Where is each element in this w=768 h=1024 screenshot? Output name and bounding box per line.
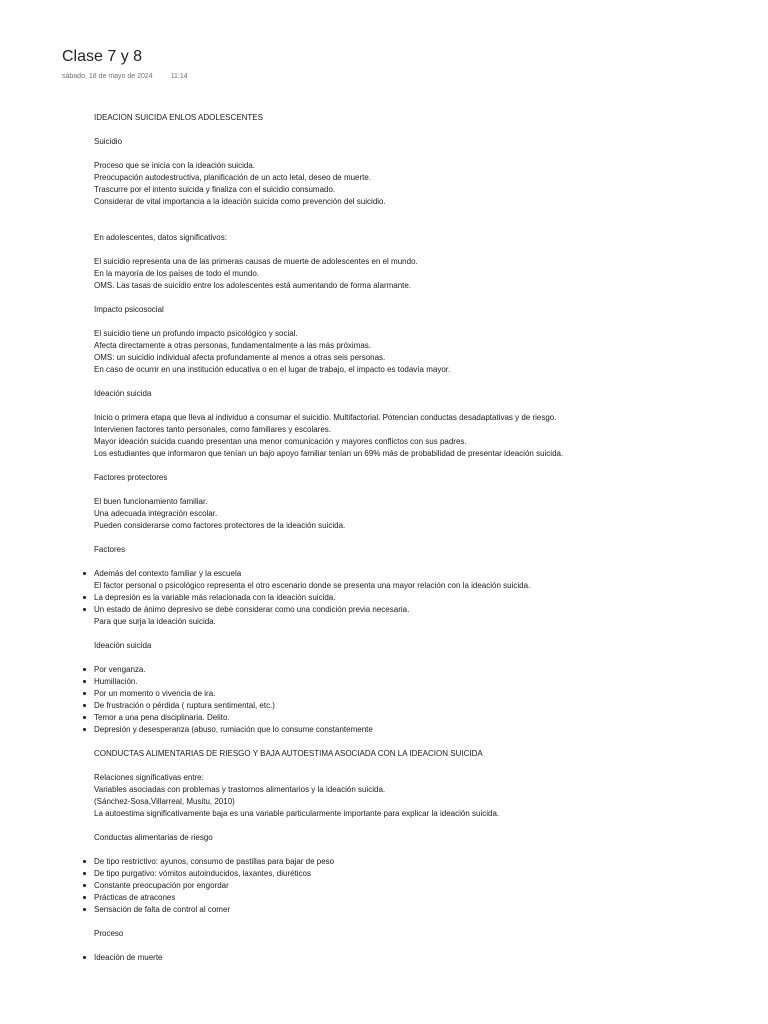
paragraph-line: El buen funcionamiento familiar. <box>94 497 208 506</box>
paragraph-line: La autoestima significativamente baja es una variable particularmente importante para explicar la ideación suicida. <box>94 809 500 818</box>
list-item-text: Además del contexto familiar y la escuela <box>94 569 242 578</box>
paragraph-line: Trascurre por el intento suicida y finaliza con el suicidio consumado. <box>94 185 336 194</box>
page-time: 11:14 <box>170 73 188 80</box>
list-item <box>94 868 734 880</box>
bullet-icon <box>83 908 86 911</box>
list-item <box>94 904 734 916</box>
list-item-text: Prácticas de atracones <box>94 893 176 902</box>
bullet-icon <box>83 884 86 887</box>
bullet-list <box>94 664 734 736</box>
page-title: Clase 7 y 8 <box>62 48 143 65</box>
bullet-icon <box>83 596 86 599</box>
list-item-text: Ideación de muerte <box>94 953 163 962</box>
paragraph-line: Preocupación autodestructiva, planificación de un acto letal, deseo de muerte. <box>94 173 372 182</box>
paragraph-line: Una adecuada integración escolar. <box>94 509 218 518</box>
paragraph-line: El suicidio tiene un profundo impacto psicológico y social. <box>94 329 298 338</box>
section-heading: Impacto psicosocial <box>94 305 164 314</box>
list-item-text: De tipo purgativo: vómitos autoinducidos, laxantes, diuréticos <box>94 869 312 878</box>
list-item <box>94 856 734 868</box>
bullet-icon <box>83 872 86 875</box>
paragraph-line: Variables asociadas con problemas y trastornos alimentarios y la ideación suicida. <box>94 785 386 794</box>
list-item <box>94 724 734 736</box>
list-item <box>94 892 734 904</box>
section-heading: Ideación suicida <box>94 389 152 398</box>
bullet-icon <box>83 704 86 707</box>
list-item-text: De frustración o pérdida ( ruptura sentimental, etc.) <box>94 701 275 710</box>
bullet-icon <box>83 956 86 959</box>
section-heading: Ideación suicida <box>94 641 152 650</box>
paragraph-line: Intervienen factores tanto personales, como familiares y escolares. <box>94 425 332 434</box>
section-heading: Proceso <box>94 929 124 938</box>
paragraph-line: El factor personal o psicológico representa el otro escenario donde se presenta una mayor relación con la ideación suicida. <box>94 581 531 590</box>
paragraph-line: Inicio o primera etapa que lleva al individuo a consumar el suicidio. Multifactorial. Potencian conductas desadaptativas y de riesgo. <box>94 413 557 422</box>
section-heading: IDEACION SUICIDA ENLOS ADOLESCENTES <box>94 113 263 122</box>
list-item-text: La depresión es la variable más relacionada con la ideación suicida. <box>94 593 336 602</box>
list-item <box>94 604 734 616</box>
list-item <box>94 664 734 676</box>
list-item <box>94 676 734 688</box>
section-heading: CONDUCTAS ALIMENTARIAS DE RIESGO Y BAJA AUTOESTIMA ASOCIADA CON LA IDEACION SUICIDA <box>94 749 483 758</box>
paragraph-line: Pueden considerarse como factores protectores de la ideación suicida. <box>94 521 346 530</box>
bullet-icon <box>83 572 86 575</box>
paragraph-line: En caso de ocurrir en una institución educativa o en el lugar de trabajo, el impacto es todavía mayor. <box>94 365 451 374</box>
list-item-text: De tipo restrictivo: ayunos, consumo de pastillas para bajar de peso <box>94 857 335 866</box>
bullet-icon <box>83 692 86 695</box>
paragraph-line: Para que surja la ideación suicida. <box>94 617 216 626</box>
list-item <box>94 952 734 964</box>
list-item <box>94 700 734 712</box>
paragraph-line: Mayor ideación suicida cuando presentan una menor comunicación y mayores conflictos con sus padres. <box>94 437 467 446</box>
list-item-text: Por venganza. <box>94 665 146 674</box>
bullet-list <box>94 568 734 580</box>
bullet-icon <box>83 716 86 719</box>
list-item-text: Un estado de ánimo depresivo se debe considerar como una condición previa necesaria. <box>94 605 410 614</box>
bullet-icon <box>83 896 86 899</box>
list-item-text: Humillación. <box>94 677 138 686</box>
section-heading: Factores protectores <box>94 473 168 482</box>
section-heading: Suicidio <box>94 137 123 146</box>
section-heading: Factores <box>94 545 126 554</box>
paragraph-line: (Sánchez-Sosa,Villarreal, Musitu, 2010) <box>94 797 235 806</box>
list-item-text: Constante preocupación por engordar <box>94 881 229 890</box>
list-item-text: Depresión y desesperanza (abuso, rumiación que lo consume constantemente <box>94 725 373 734</box>
list-item <box>94 712 734 724</box>
paragraph-line: Relaciones significativas entre: <box>94 773 204 782</box>
list-item <box>94 688 734 700</box>
paragraph-line: Considerar de vital importancia a la ideación suicida como prevención del suicidio. <box>94 197 386 206</box>
list-item-text: Sensación de falta de control al comer <box>94 905 231 914</box>
bullet-icon <box>83 680 86 683</box>
list-item-text: Por un momento o vivencia de ira. <box>94 689 216 698</box>
list-item <box>94 592 734 604</box>
list-item-text: Temor a una pena disciplinaria. Delito. <box>94 713 230 722</box>
bullet-list <box>94 952 734 964</box>
list-item <box>94 880 734 892</box>
paragraph-line: El suicidio representa una de las primeras causas de muerte de adolescentes en el mundo. <box>94 257 418 266</box>
paragraph-line: En la mayoría de los países de todo el mundo. <box>94 269 259 278</box>
bullet-list <box>94 592 734 616</box>
list-item <box>94 568 734 580</box>
section-heading: En adolescentes, datos significativos: <box>94 233 227 242</box>
bullet-list <box>94 856 734 916</box>
paragraph-line: OMS. Las tasas de suicidio entre los adolescentes está aumentando de forma alarmante. <box>94 281 412 290</box>
note-body[interactable] <box>94 112 734 964</box>
paragraph-line: Los estudiantes que informaron que tenían un bajo apoyo familiar tenían un 69% más de probabilidad de presentar ideación suicida. <box>94 449 564 458</box>
bullet-icon <box>83 668 86 671</box>
bullet-icon <box>83 608 86 611</box>
page-date: sábado, 18 de mayo de 2024 <box>62 73 153 80</box>
section-heading: Conductas alimentarias de riesgo <box>94 833 213 842</box>
page-meta <box>62 72 188 82</box>
bullet-icon <box>83 860 86 863</box>
paragraph-line: Proceso que se inicia con la ideación suicida. <box>94 161 255 170</box>
paragraph-line: OMS: un suicidio individual afecta profundamente al menos a otras seis personas. <box>94 353 386 362</box>
bullet-icon <box>83 728 86 731</box>
paragraph-line: Afecta directamente a otras personas, fundamentalmente a las más próximas. <box>94 341 372 350</box>
